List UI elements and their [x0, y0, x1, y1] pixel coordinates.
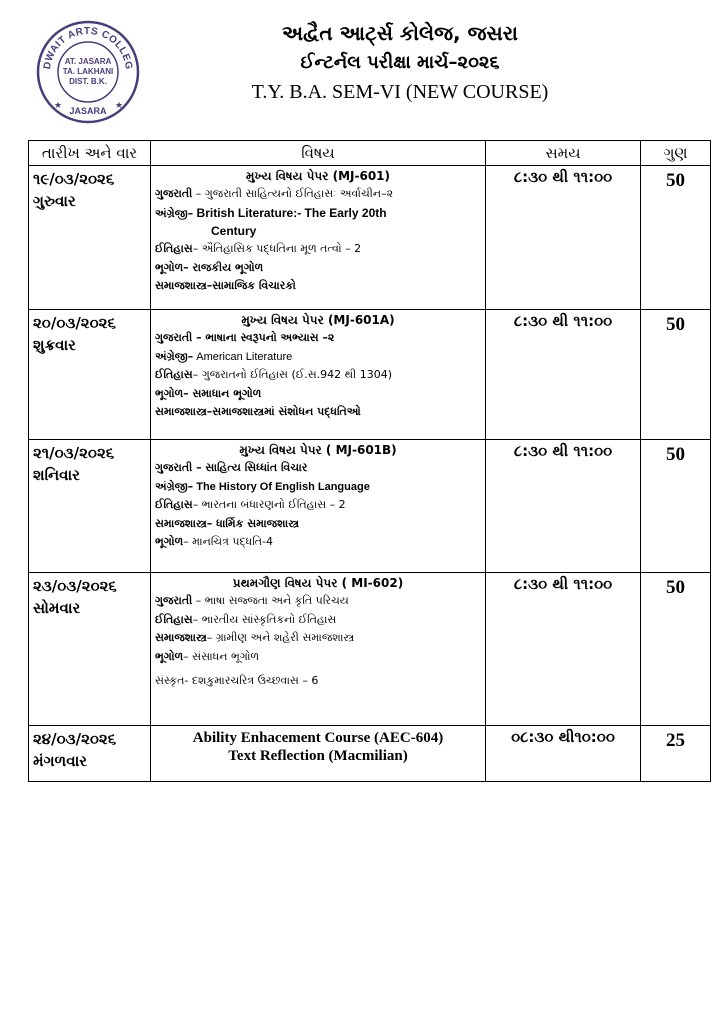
exam-date: ૨૦/૦૩/૨૦૨૬	[33, 314, 116, 332]
subject-line: અંગ્રેજી– The History Of English Language	[155, 479, 370, 493]
header-marks: ગુણ	[641, 141, 711, 166]
subject-line: ગુજરાતી – સાહિત્ય સિધ્ધાંત વિચાર	[155, 461, 308, 474]
subject-cell	[151, 440, 486, 573]
subject-line: સમાજશાસ્ત્ર– ધાર્મિક સમાજશાસ્ત્ર	[155, 516, 300, 530]
subject-line: ઈતિહાસ– ભારતીય સાંસ્કૃતિકનો ઈતિહાસ	[155, 612, 337, 626]
subject-line: ઈતિહાસ– ગુજરાતનો ઈતિહાસ (ઈ.સ.942 થી 1304)	[155, 368, 392, 381]
time-cell: ૮:૩૦ થી ૧૧:૦૦	[486, 166, 641, 310]
subject-line: ભૂગોળ– સમાધાન ભૂગોળ	[155, 386, 262, 400]
time-cell: ૮:૩૦ થી ૧૧:૦૦	[486, 310, 641, 440]
marks-cell: 25	[641, 726, 711, 782]
subject-line: ઈતિહાસ– ભારતના બંધારણનો ઈતિહાસ – 2	[155, 498, 346, 511]
exam-day: શુક્રવાર	[33, 336, 76, 354]
subject-line: ભૂગોળ– માનચિત્ર પદ્ધતિ-4	[155, 535, 274, 548]
exam-date: ૧૯/૦૩/૨૦૨૬	[33, 170, 115, 188]
exam-title: ઈન્ટર્નલ પરીક્ષા માર્ચ–૨૦૨૬	[300, 52, 500, 73]
seal-bottom-text: JASARA	[69, 106, 107, 116]
seal-star-left-icon: ★	[54, 101, 63, 111]
subject-line: ગુજરાતી – ભાષાના સ્વરૂપનો અભ્યાસ –૨	[155, 331, 335, 344]
time-cell: ૮:૩૦ થી ૧૧:૦૦	[486, 573, 641, 726]
subject-cell	[151, 310, 486, 440]
aec-course-paper: Text Reflection (Macmilian)	[228, 748, 408, 764]
paper-title: મુખ્ય વિષય પેપર (MJ-601)	[245, 169, 391, 183]
table-row	[29, 726, 711, 782]
subject-line: અંગ્રેજી– British Literature:- The Early 20th	[155, 205, 387, 220]
header-date: તારીખ અને વાર	[29, 141, 151, 166]
table-row	[29, 440, 711, 573]
subject-line: ગુજરાતી – ગુજરાતી સાહિત્યનો ઈતિહાસઃ અર્વાચીન–૨	[155, 187, 394, 200]
table-row	[29, 310, 711, 440]
subject-line: ગુજરાતી – ભાષા સજ્જતા અને કૃતિ પરિચય	[155, 594, 349, 607]
paper-title: મુખ્ય વિષય પેપર ( MJ-601B)	[239, 443, 397, 457]
subject-line: ભૂગોળ– રાજકીય ભૂગોળ	[155, 260, 264, 274]
date-cell	[29, 573, 151, 726]
document-header	[150, 18, 650, 106]
marks-cell: 50	[641, 440, 711, 573]
exam-date: ૨૧/૦૩/૨૦૨૬	[33, 444, 115, 462]
paper-title: મુખ્ય વિષય પેપર (MJ-601A)	[241, 313, 395, 327]
subject-line: સમાજશાસ્ત્ર–સમાજશાસ્ત્રમાં સંશોધન પદ્ધતિઓ	[155, 405, 361, 418]
date-cell	[29, 166, 151, 310]
seal-ring-text: DWAIT ARTS COLLEG	[41, 25, 135, 71]
exam-day: શનિવાર	[33, 466, 80, 484]
subject-line: સંસ્કૃત- દશકુમારચરિત્ર ઉચ્છવાસ – 6	[155, 674, 319, 687]
subject-line: અંગ્રેજી– American Literature	[155, 349, 293, 363]
table-row	[29, 573, 711, 726]
subject-cell	[151, 726, 486, 782]
exam-day: ગુરુવાર	[33, 192, 76, 210]
subject-line: ઈતિહાસ– ઐતિહાસિક પદ્ધતિના મૂળ તત્વો – 2	[155, 242, 362, 255]
course-title: T.Y. B.A. SEM-VI (NEW COURSE)	[251, 81, 549, 103]
exam-date: ૨૩/૦૩/૨૦૨૬	[33, 577, 117, 595]
exam-date: ૨૪/૦૩/૨૦૨૬	[33, 730, 117, 748]
seal-star-right-icon: ★	[115, 101, 124, 111]
table-row	[29, 166, 711, 310]
date-cell	[29, 310, 151, 440]
date-cell	[29, 726, 151, 782]
marks-cell: 50	[641, 166, 711, 310]
subject-line: ભૂગોળ– સંસાધન ભૂગોળ	[155, 649, 260, 663]
exam-day: સોમવાર	[33, 599, 81, 617]
college-seal	[36, 20, 140, 124]
subject-cell	[151, 573, 486, 726]
marks-cell: 50	[641, 310, 711, 440]
subject-line: સમાજશાસ્ત્ર– ગ્રામીણ અને શહેરી સમાજશાસ્ત્ર	[155, 631, 355, 644]
seal-line-3: DIST. B.K.	[69, 77, 107, 86]
seal-line-1: AT. JASARA	[64, 57, 112, 66]
paper-title: પ્રથમગૌણ વિષય પેપર ( MI-602)	[232, 576, 404, 590]
aec-course-title: Ability Enhacement Course (AEC-604)	[192, 730, 444, 746]
date-cell	[29, 440, 151, 573]
subject-line: સમાજશાસ્ત્ર–સામાજિક વિચારકો	[155, 279, 296, 292]
time-cell: ૦૮:૩૦ થી૧૦:૦૦	[486, 726, 641, 782]
header-subject: વિષય	[151, 141, 486, 166]
table-header-row	[29, 141, 711, 166]
marks-cell: 50	[641, 573, 711, 726]
header-time: સમય	[486, 141, 641, 166]
exam-day: મંગળવાર	[33, 752, 88, 770]
subject-line-wrap: Century	[211, 224, 257, 238]
time-cell: ૮:૩૦ થી ૧૧:૦૦	[486, 440, 641, 573]
seal-line-2: TA. LAKHANI	[62, 67, 114, 76]
college-name: અદ્વૈત આર્ટ્સ કોલેજ, જસરા	[282, 21, 518, 45]
exam-timetable	[28, 140, 711, 782]
subject-cell	[151, 166, 486, 310]
